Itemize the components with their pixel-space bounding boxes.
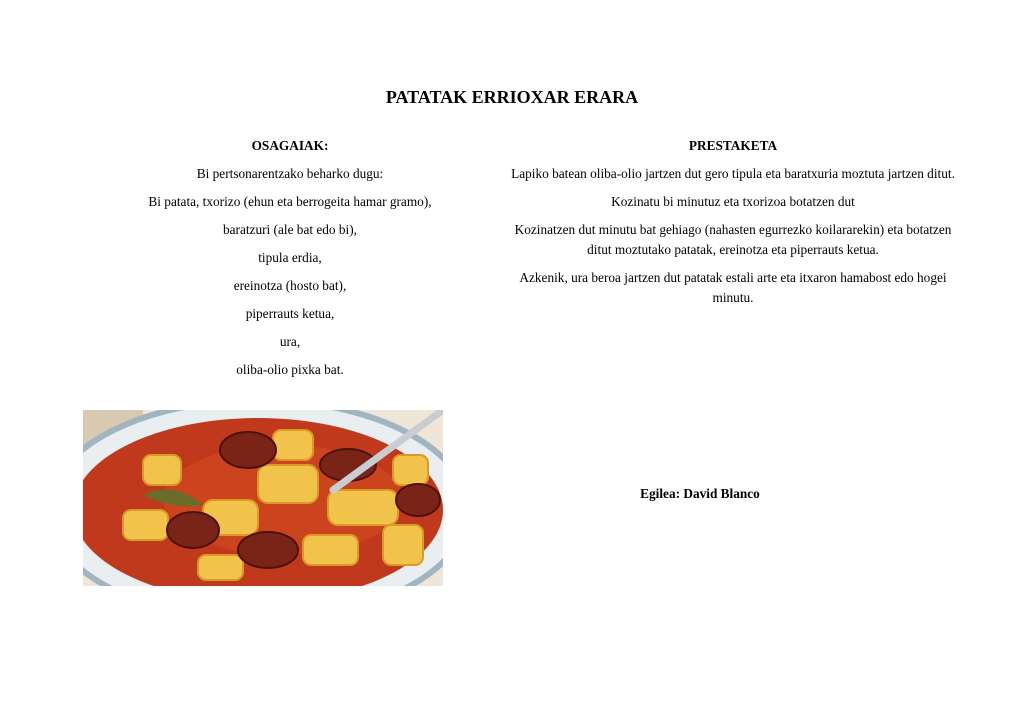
ingredient-item: baratzuri (ale bat edo bi), xyxy=(222,222,357,237)
ingredient-item: ereinotza (hosto bat), xyxy=(233,278,347,293)
ingredient-item: Bi patata, txorizo (ehun eta berrogeita hamar gramo), xyxy=(148,194,432,209)
preparation-step: Kozinatzen dut minutu bat gehiago (nahasten egurrezko koilararekin) eta botatzen ditut moztutako patatak, ereinotza eta piperrauts ketua. xyxy=(514,222,952,257)
preparation-step: Lapiko batean oliba-olio jartzen dut gero tipula eta baratxuria moztuta jartzen ditut. xyxy=(511,166,955,181)
preparation-section xyxy=(510,136,956,316)
ingredient-item: oliba-olio pixka bat. xyxy=(236,362,344,377)
ingredients-section xyxy=(120,136,460,388)
preparation-step: Kozinatu bi minutuz eta txorizoa botatzen dut xyxy=(611,194,855,209)
ingredient-item: Bi pertsonarentzako beharko dugu: xyxy=(196,166,384,181)
ingredient-item: ura, xyxy=(279,334,301,349)
ingredient-item: piperrauts ketua, xyxy=(245,306,335,321)
preparation-step: Azkenik, ura beroa jartzen dut patatak estali arte eta itxaron hamabost edo hogei minutu. xyxy=(519,270,947,305)
preparation-heading: PRESTAKETA xyxy=(688,138,778,153)
ingredients-heading: OSAGAIAK: xyxy=(251,138,329,153)
author-credit: Egilea: David Blanco xyxy=(640,486,760,501)
ingredient-item: tipula erdia, xyxy=(258,250,322,265)
stew-photo xyxy=(83,410,443,586)
page-title: PATATAK ERRIOXAR ERARA xyxy=(385,87,639,107)
